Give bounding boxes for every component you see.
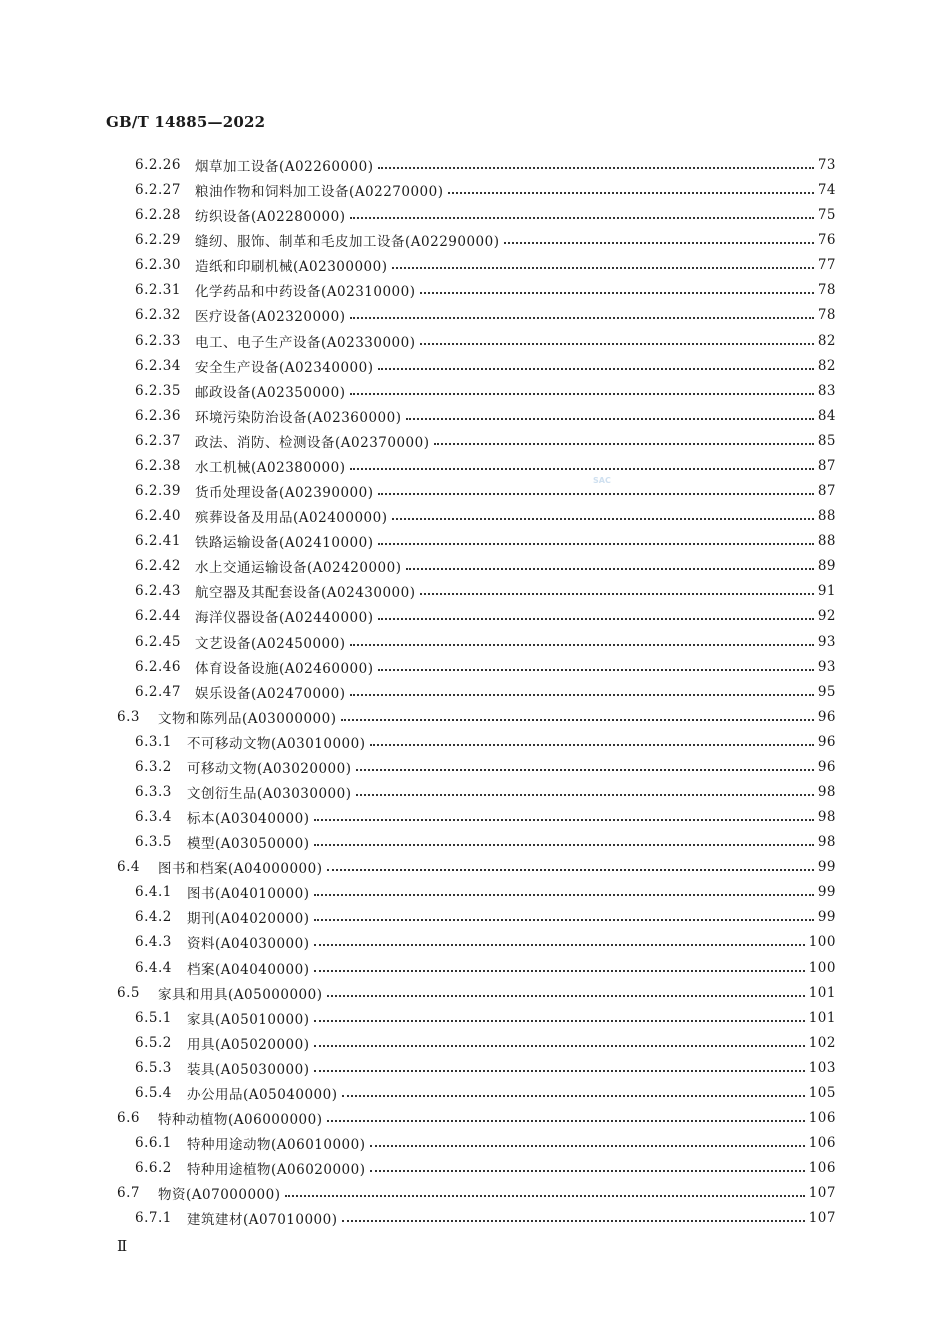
toc-entry-number: 6.7 bbox=[117, 1185, 140, 1201]
toc-entry-page: 102 bbox=[808, 1035, 836, 1051]
toc-leader-dots bbox=[406, 559, 814, 573]
toc-leader-dots bbox=[392, 509, 814, 523]
toc-entry-number: 6.2.35 bbox=[135, 383, 181, 399]
toc-leader-dots bbox=[327, 986, 805, 1000]
toc-entry-title: 图书(A04010000) bbox=[187, 886, 310, 902]
toc-entry-number: 6.4 bbox=[117, 859, 140, 875]
toc-entry-page: 100 bbox=[808, 960, 836, 976]
toc-entry-page: 78 bbox=[817, 282, 836, 298]
toc-entry-page: 105 bbox=[808, 1085, 836, 1101]
toc-leader-dots bbox=[420, 283, 814, 297]
toc-leader-dots bbox=[420, 334, 814, 348]
toc-leader-dots bbox=[350, 308, 814, 322]
toc-entry[interactable] bbox=[135, 505, 836, 527]
toc-leader-dots bbox=[350, 459, 814, 473]
toc-entry-number: 6.5.2 bbox=[135, 1035, 172, 1051]
toc-entry[interactable] bbox=[135, 1207, 836, 1229]
toc-entry-page: 73 bbox=[817, 157, 836, 173]
toc-entry-page: 91 bbox=[817, 583, 836, 599]
toc-leader-dots bbox=[314, 835, 814, 849]
toc-entry-number: 6.6 bbox=[117, 1110, 140, 1126]
toc-entry-page: 85 bbox=[817, 433, 836, 449]
toc-entry-title: 家具(A05010000) bbox=[187, 1012, 310, 1028]
toc-entry[interactable] bbox=[135, 455, 836, 477]
toc-leader-dots bbox=[420, 584, 814, 598]
toc-entry-number: 6.2.38 bbox=[135, 458, 181, 474]
toc-entry-page: 82 bbox=[817, 358, 836, 374]
toc-entry-number: 6.2.34 bbox=[135, 358, 181, 374]
toc-entry-number: 6.5 bbox=[117, 985, 140, 1001]
toc-entry-number: 6.2.37 bbox=[135, 433, 181, 449]
toc-entry-title: 邮政设备(A02350000) bbox=[195, 385, 346, 401]
toc-entry-page: 96 bbox=[817, 759, 836, 775]
toc-entry[interactable] bbox=[135, 957, 836, 979]
toc-leader-dots bbox=[327, 860, 814, 874]
toc-entry-title: 文艺设备(A02450000) bbox=[195, 636, 346, 652]
toc-entry-title: 标本(A03040000) bbox=[187, 811, 310, 827]
toc-entry-page: 99 bbox=[817, 884, 836, 900]
toc-entry-number: 6.2.42 bbox=[135, 558, 181, 574]
toc-leader-dots bbox=[392, 258, 814, 272]
toc-leader-dots bbox=[378, 660, 814, 674]
toc-leader-dots bbox=[350, 635, 814, 649]
toc-entry-number: 6.3.3 bbox=[135, 784, 172, 800]
toc-leader-dots bbox=[370, 1161, 805, 1175]
toc-entry[interactable] bbox=[135, 1057, 836, 1079]
toc-entry-title: 环境污染防治设备(A02360000) bbox=[195, 410, 402, 426]
toc-entry-number: 6.3.2 bbox=[135, 759, 172, 775]
toc-leader-dots bbox=[406, 409, 814, 423]
toc-entry-number: 6.5.1 bbox=[135, 1010, 172, 1026]
toc-leader-dots bbox=[378, 158, 814, 172]
toc-entry[interactable] bbox=[135, 430, 836, 452]
toc-entry[interactable] bbox=[135, 831, 836, 853]
toc-entry[interactable] bbox=[135, 355, 836, 377]
toc-entry-title: 特种用途植物(A06020000) bbox=[187, 1162, 366, 1178]
toc-entry-title: 可移动文物(A03020000) bbox=[187, 761, 352, 777]
toc-entry-number: 6.7.1 bbox=[135, 1210, 172, 1226]
toc-entry[interactable] bbox=[135, 229, 836, 251]
toc-entry-number: 6.2.30 bbox=[135, 257, 181, 273]
toc-entry-number: 6.4.2 bbox=[135, 909, 172, 925]
toc-entry-title: 特种动植物(A06000000) bbox=[158, 1112, 323, 1128]
toc-leader-dots bbox=[314, 810, 814, 824]
toc-entry[interactable] bbox=[135, 631, 836, 653]
toc-leader-dots bbox=[356, 785, 814, 799]
toc-entry[interactable] bbox=[135, 1082, 836, 1104]
toc-entry-number: 6.4.1 bbox=[135, 884, 172, 900]
toc-entry-title: 安全生产设备(A02340000) bbox=[195, 360, 374, 376]
toc-entry-number: 6.2.29 bbox=[135, 232, 181, 248]
toc-entry-title: 殡葬设备及用品(A02400000) bbox=[195, 510, 388, 526]
toc-entry-page: 89 bbox=[817, 558, 836, 574]
toc-leader-dots bbox=[370, 735, 814, 749]
toc-leader-dots bbox=[378, 534, 814, 548]
toc-entry[interactable] bbox=[135, 330, 836, 352]
toc-leader-dots bbox=[370, 1136, 805, 1150]
toc-entry-number: 6.2.28 bbox=[135, 207, 181, 223]
toc-entry-number: 6.5.4 bbox=[135, 1085, 172, 1101]
toc-entry-number: 6.3 bbox=[117, 709, 140, 725]
toc-entry[interactable] bbox=[135, 580, 836, 602]
toc-entry-number: 6.3.1 bbox=[135, 734, 172, 750]
toc-entry-page: 93 bbox=[817, 659, 836, 675]
toc-entry-title: 图书和档案(A04000000) bbox=[158, 861, 323, 877]
toc-entry-title: 货币处理设备(A02390000) bbox=[195, 485, 374, 501]
toc-leader-dots bbox=[314, 1011, 805, 1025]
toc-entry-number: 6.2.40 bbox=[135, 508, 181, 524]
toc-entry-page: 106 bbox=[808, 1160, 836, 1176]
toc-entry[interactable] bbox=[135, 555, 836, 577]
toc-leader-dots bbox=[504, 233, 814, 247]
toc-entry[interactable] bbox=[135, 806, 836, 828]
toc-leader-dots bbox=[350, 208, 814, 222]
toc-entry-number: 6.2.43 bbox=[135, 583, 181, 599]
toc-leader-dots bbox=[314, 885, 814, 899]
toc-entry-title: 造纸和印刷机械(A02300000) bbox=[195, 259, 388, 275]
toc-entry-page: 101 bbox=[808, 1010, 836, 1026]
toc-leader-dots bbox=[448, 183, 814, 197]
toc-leader-dots bbox=[378, 609, 814, 623]
toc-entry[interactable] bbox=[135, 931, 836, 953]
toc-entry[interactable] bbox=[135, 656, 836, 678]
toc-leader-dots bbox=[342, 1211, 805, 1225]
toc-entry-number: 6.6.2 bbox=[135, 1160, 172, 1176]
toc-entry-page: 99 bbox=[817, 859, 836, 875]
toc-entry-title: 娱乐设备(A02470000) bbox=[195, 686, 346, 702]
toc-leader-dots bbox=[378, 359, 814, 373]
toc-entry-title: 模型(A03050000) bbox=[187, 836, 310, 852]
toc-entry-title: 文物和陈列品(A03000000) bbox=[158, 711, 337, 727]
toc-entry-title: 不可移动文物(A03010000) bbox=[187, 736, 366, 752]
toc-entry-page: 88 bbox=[817, 508, 836, 524]
toc-entry-page: 88 bbox=[817, 533, 836, 549]
toc-entry-page: 84 bbox=[817, 408, 836, 424]
toc-entry-title: 水上交通运输设备(A02420000) bbox=[195, 560, 402, 576]
toc-entry-title: 电工、电子生产设备(A02330000) bbox=[195, 335, 416, 351]
toc-entry-title: 特种用途动物(A06010000) bbox=[187, 1137, 366, 1153]
toc-entry-number: 6.2.45 bbox=[135, 634, 181, 650]
toc-entry-page: 82 bbox=[817, 333, 836, 349]
toc-entry-title: 期刊(A04020000) bbox=[187, 911, 310, 927]
toc-entry-title: 体育设备设施(A02460000) bbox=[195, 661, 374, 677]
toc-leader-dots bbox=[350, 384, 814, 398]
toc-entry-title: 化学药品和中药设备(A02310000) bbox=[195, 284, 416, 300]
toc-entry[interactable] bbox=[135, 1032, 836, 1054]
toc-entry[interactable] bbox=[135, 605, 836, 627]
toc-entry-number: 6.2.36 bbox=[135, 408, 181, 424]
toc-entry-page: 107 bbox=[808, 1210, 836, 1226]
toc-entry-page: 74 bbox=[817, 182, 836, 198]
toc-entry-number: 6.2.32 bbox=[135, 307, 181, 323]
toc-entry-title: 水工机械(A02380000) bbox=[195, 460, 346, 476]
toc-entry[interactable] bbox=[117, 982, 836, 1004]
toc-leader-dots bbox=[356, 760, 814, 774]
toc-leader-dots bbox=[285, 1186, 805, 1200]
toc-entry-page: 99 bbox=[817, 909, 836, 925]
toc-entry-page: 83 bbox=[817, 383, 836, 399]
toc-entry-number: 6.3.5 bbox=[135, 834, 172, 850]
toc-entry[interactable] bbox=[135, 781, 836, 803]
toc-leader-dots bbox=[341, 710, 814, 724]
toc-entry[interactable] bbox=[135, 380, 836, 402]
toc-entry-title: 家具和用具(A05000000) bbox=[158, 987, 323, 1003]
toc-entry-title: 缝纫、服饰、制革和毛皮加工设备(A02290000) bbox=[195, 234, 500, 250]
toc-entry-number: 6.2.44 bbox=[135, 608, 181, 624]
toc-leader-dots bbox=[350, 685, 814, 699]
toc-entry-title: 海洋仪器设备(A02440000) bbox=[195, 610, 374, 626]
toc-entry[interactable] bbox=[135, 530, 836, 552]
toc-leader-dots bbox=[327, 1111, 805, 1125]
toc-entry[interactable] bbox=[117, 856, 836, 878]
toc-entry-title: 纺织设备(A02280000) bbox=[195, 209, 346, 225]
toc-entry[interactable] bbox=[135, 304, 836, 326]
toc-entry[interactable] bbox=[135, 681, 836, 703]
toc-leader-dots bbox=[378, 484, 814, 498]
toc-entry-title: 档案(A04040000) bbox=[187, 962, 310, 978]
toc-entry[interactable] bbox=[135, 204, 836, 226]
toc-entry-page: 75 bbox=[817, 207, 836, 223]
toc-entry-number: 6.3.4 bbox=[135, 809, 172, 825]
toc-entry-title: 医疗设备(A02320000) bbox=[195, 309, 346, 325]
toc-entry-number: 6.2.26 bbox=[135, 157, 181, 173]
toc-entry-title: 装具(A05030000) bbox=[187, 1062, 310, 1078]
toc-entry-title: 铁路运输设备(A02410000) bbox=[195, 535, 374, 551]
toc-entry-page: 106 bbox=[808, 1110, 836, 1126]
sac-watermark: SAC bbox=[593, 476, 611, 485]
toc-entry[interactable] bbox=[117, 706, 836, 728]
toc-entry-number: 6.2.46 bbox=[135, 659, 181, 675]
toc-entry[interactable] bbox=[117, 1107, 836, 1129]
toc-entry-number: 6.6.1 bbox=[135, 1135, 172, 1151]
standard-code-header: GB/T 14885—2022 bbox=[106, 113, 266, 131]
toc-entry-title: 建筑建材(A07010000) bbox=[187, 1212, 338, 1228]
toc-leader-dots bbox=[434, 434, 814, 448]
toc-entry-number: 6.2.33 bbox=[135, 333, 181, 349]
toc-entry-page: 98 bbox=[817, 784, 836, 800]
toc-entry[interactable] bbox=[135, 254, 836, 276]
toc-entry-number: 6.4.4 bbox=[135, 960, 172, 976]
toc-entry-number: 6.2.27 bbox=[135, 182, 181, 198]
toc-entry[interactable] bbox=[135, 906, 836, 928]
toc-entry-number: 6.5.3 bbox=[135, 1060, 172, 1076]
toc-entry-title: 办公用品(A05040000) bbox=[187, 1087, 338, 1103]
toc-entry-page: 96 bbox=[817, 709, 836, 725]
toc-entry-page: 76 bbox=[817, 232, 836, 248]
toc-entry-title: 文创衍生品(A03030000) bbox=[187, 786, 352, 802]
toc-leader-dots bbox=[314, 961, 805, 975]
toc-entry[interactable] bbox=[135, 279, 836, 301]
toc-entry-page: 87 bbox=[817, 483, 836, 499]
toc-entry-page: 92 bbox=[817, 608, 836, 624]
toc-leader-dots bbox=[314, 1061, 805, 1075]
toc-entry-title: 物资(A07000000) bbox=[158, 1187, 281, 1203]
toc-entry-title: 烟草加工设备(A02260000) bbox=[195, 159, 374, 175]
toc-entry[interactable] bbox=[135, 756, 836, 778]
toc-entry-page: 107 bbox=[808, 1185, 836, 1201]
toc-entry-page: 100 bbox=[808, 934, 836, 950]
toc-leader-dots bbox=[314, 910, 814, 924]
toc-entry[interactable] bbox=[135, 154, 836, 176]
toc-entry-page: 103 bbox=[808, 1060, 836, 1076]
toc-entry-number: 6.4.3 bbox=[135, 934, 172, 950]
toc-entry[interactable] bbox=[135, 731, 836, 753]
toc-entry[interactable] bbox=[135, 1132, 836, 1154]
toc-leader-dots bbox=[342, 1086, 805, 1100]
toc-entry-page: 106 bbox=[808, 1135, 836, 1151]
toc-entry[interactable] bbox=[135, 179, 836, 201]
toc-entry[interactable] bbox=[135, 480, 836, 502]
toc-entry-page: 77 bbox=[817, 257, 836, 273]
toc-entry[interactable] bbox=[135, 405, 836, 427]
toc-entry-page: 95 bbox=[817, 684, 836, 700]
toc-entry-page: 98 bbox=[817, 809, 836, 825]
toc-entry-page: 78 bbox=[817, 307, 836, 323]
toc-entry-title: 用具(A05020000) bbox=[187, 1037, 310, 1053]
toc-leader-dots bbox=[314, 1036, 805, 1050]
page-number-footer: Ⅱ bbox=[117, 1237, 128, 1255]
toc-entry[interactable] bbox=[135, 1157, 836, 1179]
toc-entry-title: 资料(A04030000) bbox=[187, 936, 310, 952]
toc-entry-title: 粮油作物和饲料加工设备(A02270000) bbox=[195, 184, 444, 200]
toc-entry-number: 6.2.41 bbox=[135, 533, 181, 549]
toc-entry-number: 6.2.39 bbox=[135, 483, 181, 499]
toc-entry-page: 101 bbox=[808, 985, 836, 1001]
toc-entry-page: 98 bbox=[817, 834, 836, 850]
toc-entry[interactable] bbox=[117, 1182, 836, 1204]
toc-leader-dots bbox=[314, 935, 805, 949]
toc-entry-page: 96 bbox=[817, 734, 836, 750]
toc-entry-page: 87 bbox=[817, 458, 836, 474]
toc-entry-number: 6.2.47 bbox=[135, 684, 181, 700]
toc-entry[interactable] bbox=[135, 881, 836, 903]
toc-entry-number: 6.2.31 bbox=[135, 282, 181, 298]
toc-entry-title: 政法、消防、检测设备(A02370000) bbox=[195, 435, 430, 451]
toc-entry[interactable] bbox=[135, 1007, 836, 1029]
toc-entry-page: 93 bbox=[817, 634, 836, 650]
toc-entry-title: 航空器及其配套设备(A02430000) bbox=[195, 585, 416, 601]
